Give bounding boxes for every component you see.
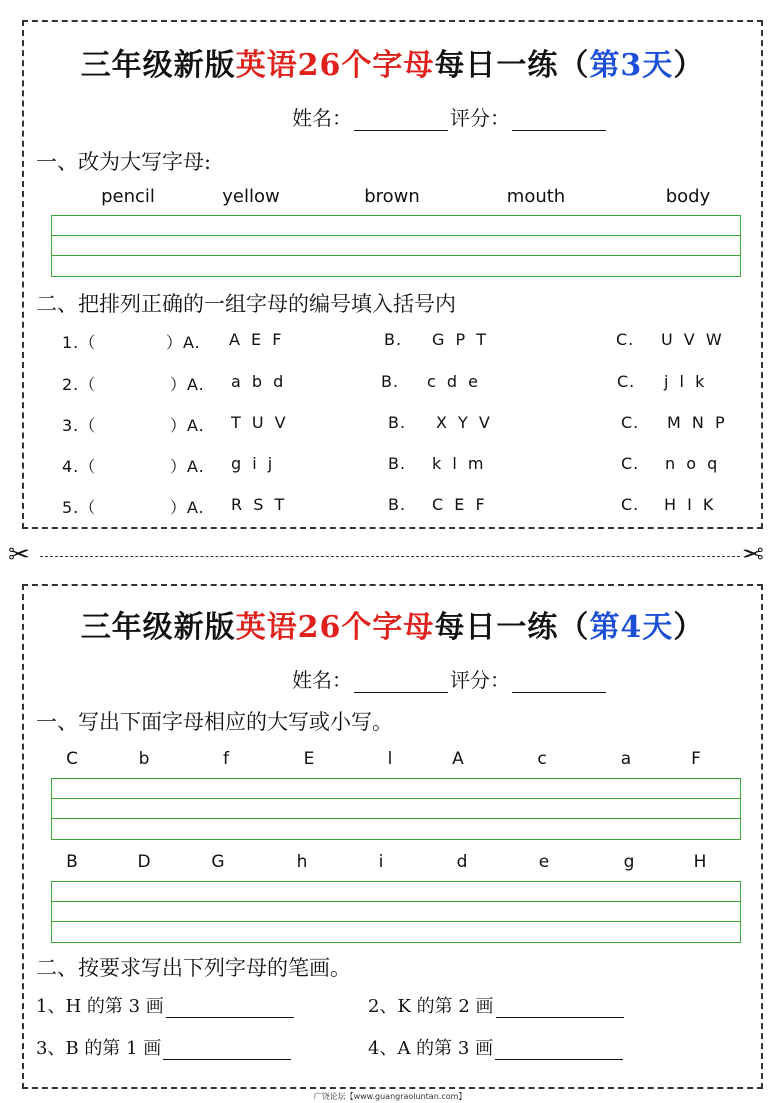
scissors-icon: ✂ bbox=[8, 540, 30, 570]
section-heading: 二、把排列正确的一组字母的编号填入括号内 bbox=[36, 292, 456, 316]
option-a: A E F bbox=[229, 330, 285, 349]
stroke-question bbox=[368, 992, 624, 1018]
letter: h bbox=[296, 852, 308, 872]
question-number: 2.（ bbox=[62, 375, 97, 394]
stroke-prompt: 4、A 的第 3 画 bbox=[368, 1038, 494, 1059]
answer-paren[interactable]: ）A. bbox=[166, 333, 201, 352]
section-heading: 一、改为大写字母: bbox=[36, 150, 212, 174]
option-b: X Y V bbox=[436, 413, 493, 432]
option-a: R S T bbox=[231, 495, 288, 514]
name-blank[interactable] bbox=[354, 110, 448, 131]
stroke-question bbox=[368, 1034, 623, 1060]
title-part: 三年级新版 bbox=[80, 610, 236, 645]
section-heading: 二、按要求写出下列字母的笔画。 bbox=[36, 956, 351, 980]
name-score-row bbox=[292, 102, 608, 131]
option-c: n o q bbox=[665, 454, 721, 473]
answer-blank[interactable] bbox=[496, 999, 624, 1018]
option-c-label: C. bbox=[621, 495, 640, 514]
page-title bbox=[24, 40, 761, 84]
option-a: g i j bbox=[231, 454, 276, 473]
letter: a bbox=[620, 749, 632, 769]
title-part: ） bbox=[673, 48, 705, 83]
option-a: T U V bbox=[231, 413, 289, 432]
name-label: 姓名： bbox=[292, 668, 352, 692]
stroke-question bbox=[36, 992, 294, 1018]
option-c: U V W bbox=[661, 330, 725, 349]
letter: H bbox=[693, 852, 707, 872]
day-label: 第4天 bbox=[589, 610, 674, 645]
question-number: 4.（ bbox=[62, 457, 97, 476]
name-blank[interactable] bbox=[354, 672, 448, 693]
letter: i bbox=[378, 852, 384, 872]
letter: C bbox=[66, 749, 78, 769]
score-blank[interactable] bbox=[512, 672, 606, 693]
scissors-icon: ✂ bbox=[742, 540, 764, 570]
option-b: c d e bbox=[427, 372, 481, 391]
day-label: 第3天 bbox=[589, 48, 674, 83]
question-number: 1.（ bbox=[62, 333, 97, 352]
word: pencil bbox=[101, 186, 155, 207]
title-highlight: 英语26个字母 bbox=[235, 48, 435, 83]
answer-blank[interactable] bbox=[166, 999, 294, 1018]
section-heading: 一、写出下面字母相应的大写或小写。 bbox=[36, 710, 393, 734]
stroke-prompt: 2、K 的第 2 画 bbox=[368, 996, 494, 1017]
title-highlight: 英语26个字母 bbox=[235, 610, 435, 645]
option-b: k l m bbox=[432, 454, 487, 473]
answer-blank[interactable] bbox=[495, 1041, 623, 1060]
letter: g bbox=[623, 852, 635, 872]
letter: A bbox=[452, 749, 464, 769]
letter: l bbox=[387, 749, 393, 769]
option-b-label: B. bbox=[384, 330, 403, 349]
letter: B bbox=[66, 852, 78, 872]
letter: e bbox=[538, 852, 550, 872]
option-c: M N P bbox=[667, 413, 728, 432]
stroke-question bbox=[36, 1034, 291, 1060]
answer-paren[interactable]: ）A. bbox=[170, 498, 205, 517]
question-number: 5.（ bbox=[62, 498, 97, 517]
option-c: j l k bbox=[664, 372, 708, 391]
option-c-label: C. bbox=[616, 330, 635, 349]
score-label: 评分： bbox=[450, 668, 510, 692]
title-part: 每日一练（ bbox=[434, 48, 590, 83]
option-c-label: C. bbox=[621, 454, 640, 473]
letter: D bbox=[137, 852, 151, 872]
answer-paren[interactable]: ）A. bbox=[170, 457, 205, 476]
option-b-label: B. bbox=[381, 372, 400, 391]
option-a: a b d bbox=[231, 372, 287, 391]
answer-paren[interactable]: ）A. bbox=[170, 416, 205, 435]
page-title bbox=[24, 602, 761, 646]
word: brown bbox=[364, 186, 420, 207]
letter: F bbox=[691, 749, 701, 769]
writing-lines[interactable] bbox=[51, 215, 741, 277]
option-b: G P T bbox=[432, 330, 489, 349]
word: yellow bbox=[222, 186, 280, 207]
stroke-prompt: 3、B 的第 1 画 bbox=[36, 1038, 162, 1059]
score-blank[interactable] bbox=[512, 110, 606, 131]
option-b-label: B. bbox=[388, 413, 407, 432]
worksheet-day4 bbox=[22, 584, 763, 1089]
letter: b bbox=[138, 749, 150, 769]
option-c-label: C. bbox=[617, 372, 636, 391]
option-b-label: B. bbox=[388, 495, 407, 514]
stroke-prompt: 1、H 的第 3 画 bbox=[36, 996, 164, 1017]
question-number: 3.（ bbox=[62, 416, 97, 435]
title-part: ） bbox=[673, 610, 705, 645]
name-score-row bbox=[292, 664, 608, 693]
letter: G bbox=[211, 852, 225, 872]
score-label: 评分： bbox=[450, 106, 510, 130]
answer-paren[interactable]: ）A. bbox=[170, 375, 205, 394]
letter: f bbox=[223, 749, 229, 769]
answer-blank[interactable] bbox=[163, 1041, 291, 1060]
option-c-label: C. bbox=[621, 413, 640, 432]
cut-line bbox=[40, 556, 740, 557]
letter: d bbox=[456, 852, 468, 872]
title-part: 三年级新版 bbox=[80, 48, 236, 83]
writing-lines[interactable] bbox=[51, 881, 741, 943]
title-part: 每日一练（ bbox=[434, 610, 590, 645]
writing-lines[interactable] bbox=[51, 778, 741, 840]
option-c: H I K bbox=[664, 495, 717, 514]
option-b-label: B. bbox=[388, 454, 407, 473]
letter: c bbox=[537, 749, 547, 769]
option-b: C E F bbox=[432, 495, 488, 514]
name-label: 姓名： bbox=[292, 106, 352, 130]
word: mouth bbox=[506, 186, 566, 207]
worksheet-day3 bbox=[22, 20, 763, 529]
letter: E bbox=[303, 749, 315, 769]
word: body bbox=[665, 186, 711, 207]
footer-source: 广饶论坛【www.guangraoluntan.com】 bbox=[313, 1092, 467, 1101]
